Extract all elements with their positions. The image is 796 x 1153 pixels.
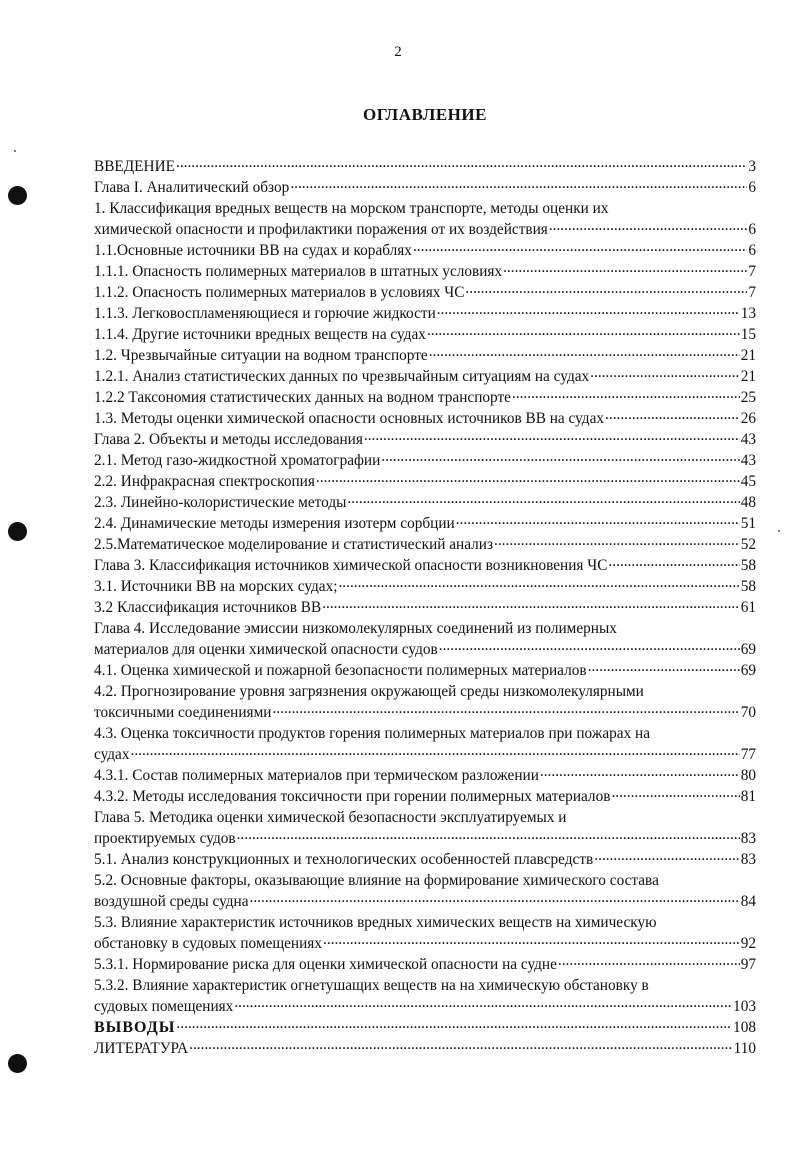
scan-speck — [14, 150, 16, 152]
toc-entry-title: 1.3. Методы оценки химической опасности основных источников ВВ на судах — [94, 410, 605, 427]
toc-page-number: 58 — [740, 557, 756, 574]
toc-dot-leader — [131, 744, 740, 765]
table-of-contents — [94, 156, 756, 1059]
toc-entry[interactable] — [94, 1038, 756, 1059]
toc-entry[interactable] — [94, 618, 756, 660]
toc-entry[interactable] — [94, 681, 756, 723]
toc-page-number: 26 — [740, 410, 756, 427]
toc-entry[interactable] — [94, 534, 756, 555]
toc-entry-title: ЛИТЕРАТУРА — [94, 1040, 189, 1057]
toc-entry[interactable] — [94, 282, 756, 303]
toc-entry-title: 5.3.1. Нормирование риска для оценки химической опасности на судне — [94, 956, 557, 973]
scan-speck — [778, 530, 780, 532]
toc-entry-title: 2.4. Динамические методы измерения изотерм сорбции — [94, 515, 455, 532]
toc-entry-title: Глава 4. Исследование эмиссии низкомолекулярных соединений из полимерных — [94, 620, 617, 637]
toc-entry[interactable] — [94, 786, 756, 807]
toc-dot-leader — [588, 660, 740, 681]
binder-hole-bottom — [8, 1054, 27, 1073]
toc-page-number: 81 — [740, 788, 756, 805]
toc-entry-title: 1.2. Чрезвычайные ситуации на водном транспорте — [94, 347, 428, 364]
toc-page-number: 84 — [740, 893, 756, 910]
toc-dot-leader — [594, 849, 739, 870]
toc-page-number: 13 — [740, 305, 756, 322]
toc-entry[interactable] — [94, 177, 756, 198]
toc-entry[interactable] — [94, 429, 756, 450]
toc-entry-title: 1.1.Основные источники ВВ на судах и кораблях — [94, 242, 412, 259]
toc-page-number: 80 — [740, 767, 756, 784]
toc-page-number: 6 — [748, 221, 756, 238]
toc-entry[interactable] — [94, 366, 756, 387]
toc-dot-leader — [494, 534, 740, 555]
toc-entry-title: судах — [94, 746, 130, 763]
toc-page-number: 52 — [740, 536, 756, 553]
toc-page-number: 61 — [740, 599, 756, 616]
toc-entry-title: 4.2. Прогнозирование уровня загрязнения окружающей среды низкомолекулярными — [94, 683, 644, 700]
toc-page-number: 21 — [740, 347, 756, 364]
toc-entry[interactable] — [94, 975, 756, 1017]
toc-dot-leader — [427, 324, 740, 345]
toc-dot-leader — [413, 240, 747, 261]
toc-entry-title: 4.3.2. Методы исследования токсичности при горении полимерных материалов — [94, 788, 611, 805]
toc-page-number: 69 — [740, 662, 756, 679]
toc-dot-leader — [272, 702, 739, 723]
toc-entry-title: химической опасности и профилактики поражения от их воздействия — [94, 221, 548, 238]
toc-dot-leader — [605, 408, 740, 429]
toc-dot-leader — [503, 261, 747, 282]
toc-page-number: 7 — [748, 263, 756, 280]
page-title: ОГЛАВЛЕНИЕ — [363, 105, 487, 124]
toc-dot-leader — [234, 996, 732, 1017]
toc-entry-title: 1.1.4. Другие источники вредных веществ на судах — [94, 326, 426, 343]
toc-page-number: 6 — [748, 242, 756, 259]
toc-page-number: 21 — [740, 368, 756, 385]
toc-entry[interactable] — [94, 345, 756, 366]
toc-dot-leader — [558, 954, 740, 975]
toc-dot-leader — [237, 828, 740, 849]
toc-page-number: 48 — [740, 494, 756, 511]
toc-entry-title: 1. Классификация вредных веществ на морском транспорте, методы оценки их — [94, 200, 609, 217]
toc-page-number: 45 — [740, 473, 756, 490]
toc-entry-title: 3.1. Источники ВВ на морских судах; — [94, 578, 338, 595]
toc-dot-leader — [439, 639, 740, 660]
toc-dot-leader — [456, 513, 740, 534]
toc-dot-leader — [429, 345, 740, 366]
toc-entry[interactable] — [94, 240, 756, 261]
toc-entry-title: 5.3. Влияние характеристик источников вредных химических веществ на химическую — [94, 914, 657, 931]
toc-page-number: 25 — [740, 389, 756, 406]
toc-entry-title: материалов для оценки химической опасности судов — [94, 641, 438, 658]
toc-entry-title: 4.3.1. Состав полимерных материалов при термическом разложении — [94, 767, 539, 784]
toc-dot-leader — [338, 576, 739, 597]
toc-entry[interactable] — [94, 849, 756, 870]
toc-page-number: 15 — [740, 326, 756, 343]
toc-page-number: 97 — [740, 956, 756, 973]
toc-entry-title: 2.3. Линейно-колористические методы — [94, 494, 347, 511]
toc-dot-leader — [540, 765, 740, 786]
toc-entry[interactable] — [94, 807, 756, 849]
toc-dot-leader — [512, 387, 740, 408]
toc-entry-title: 5.2. Основные факторы, оказывающие влияние на формирование химического состава — [94, 872, 659, 889]
toc-page-number: 43 — [740, 431, 756, 448]
toc-page-number: 108 — [733, 1019, 756, 1036]
toc-dot-leader — [364, 429, 740, 450]
toc-entry[interactable] — [94, 387, 756, 408]
toc-entry[interactable] — [94, 576, 756, 597]
toc-entry-title: Глава 3. Классификация источников химической опасности возникновения ЧС — [94, 557, 608, 574]
toc-entry[interactable] — [94, 1017, 756, 1038]
toc-entry-title: 1.2.1. Анализ статистических данных по чрезвычайным ситуациям на судах — [94, 368, 590, 385]
toc-dot-leader — [290, 177, 747, 198]
toc-page-number: 103 — [733, 998, 756, 1015]
toc-entry[interactable] — [94, 597, 756, 618]
toc-page-number: 6 — [748, 179, 756, 196]
toc-dot-leader — [316, 471, 740, 492]
toc-entry-title: Глава I. Аналитический обзор — [94, 179, 290, 196]
toc-entry[interactable] — [94, 156, 756, 177]
toc-entry-title: 1.2.2 Таксономия статистических данных на водном транспорте — [94, 389, 511, 406]
toc-entry[interactable] — [94, 471, 756, 492]
toc-entry-title: 1.1.3. Легковоспламеняющиеся и горючие жидкости — [94, 305, 436, 322]
toc-entry-title: судовых помещениях — [94, 998, 234, 1015]
toc-entry-title: Глава 5. Методика оценки химической безопасности эксплуатируемых и — [94, 809, 567, 826]
toc-entry[interactable] — [94, 408, 756, 429]
toc-entry-title: проектируемых судов — [94, 830, 236, 847]
toc-page-number: 83 — [740, 851, 756, 868]
toc-page-number: 7 — [748, 284, 756, 301]
toc-page-number: 92 — [740, 935, 756, 952]
binder-hole-top — [8, 186, 27, 205]
toc-entry-title: 5.3.2. Влияние характеристик огнетушащих веществ на на химическую обстановку в — [94, 977, 649, 994]
binder-hole-middle — [8, 522, 27, 541]
toc-page-number: 43 — [740, 452, 756, 469]
toc-entry-title: 2.1. Метод газо-жидкостной хроматографии — [94, 452, 381, 469]
toc-entry-title: 2.5.Математическое моделирование и статистический анализ — [94, 536, 494, 553]
toc-dot-leader — [189, 1038, 732, 1059]
toc-entry-title: 5.1. Анализ конструкционных и технологических особенностей плавсредств — [94, 851, 594, 868]
toc-dot-leader — [437, 303, 740, 324]
toc-entry-title: 3.2 Классификация источников ВВ — [94, 599, 322, 616]
toc-entry[interactable] — [94, 555, 756, 576]
toc-dot-leader — [250, 891, 740, 912]
toc-dot-leader — [465, 282, 747, 303]
toc-entry-title: 1.1.1. Опасность полимерных материалов в штатных условиях — [94, 263, 503, 280]
toc-entry[interactable] — [94, 513, 756, 534]
toc-entry[interactable] — [94, 450, 756, 471]
toc-entry[interactable] — [94, 765, 756, 786]
toc-dot-leader — [381, 450, 739, 471]
toc-entry[interactable] — [94, 303, 756, 324]
toc-dot-leader — [608, 555, 739, 576]
toc-entry-title: воздушной среды судна — [94, 893, 249, 910]
toc-page-number: 3 — [748, 158, 756, 175]
toc-dot-leader — [590, 366, 740, 387]
toc-entry[interactable] — [94, 954, 756, 975]
toc-entry-title: 1.1.2. Опасность полимерных материалов в условиях ЧС — [94, 284, 465, 301]
toc-entry[interactable] — [94, 660, 756, 681]
toc-entry-title: ВЫВОДЫ — [94, 1019, 176, 1036]
toc-entry-title: ВВЕДЕНИЕ — [94, 158, 175, 175]
toc-entry[interactable] — [94, 723, 756, 765]
toc-page-number: 69 — [740, 641, 756, 658]
toc-dot-leader — [322, 597, 740, 618]
toc-page-number: 83 — [740, 830, 756, 847]
toc-page-number: 51 — [740, 515, 756, 532]
toc-entry-title: 2.2. Инфракрасная спектроскопия — [94, 473, 315, 490]
page-number: 2 — [394, 44, 402, 60]
toc-page-number: 77 — [740, 746, 756, 763]
toc-entry[interactable] — [94, 870, 756, 912]
toc-dot-leader — [549, 219, 748, 240]
toc-entry-title: Глава 2. Объекты и методы исследования — [94, 431, 363, 448]
toc-entry[interactable] — [94, 492, 756, 513]
toc-entry[interactable] — [94, 912, 756, 954]
toc-dot-leader — [611, 786, 739, 807]
toc-entry[interactable] — [94, 324, 756, 345]
toc-entry-title: 4.1. Оценка химической и пожарной безопасности полимерных материалов — [94, 662, 587, 679]
toc-page-number: 58 — [740, 578, 756, 595]
toc-dot-leader — [323, 933, 740, 954]
toc-entry-title: токсичными соединениями — [94, 704, 272, 721]
toc-page-number: 70 — [740, 704, 756, 721]
toc-entry-title: 4.3. Оценка токсичности продуктов горения полимерных материалов при пожарах на — [94, 725, 651, 742]
toc-dot-leader — [176, 156, 747, 177]
toc-entry[interactable] — [94, 261, 756, 282]
toc-entry-title: обстановку в судовых помещениях — [94, 935, 322, 952]
toc-dot-leader — [347, 492, 739, 513]
toc-dot-leader — [176, 1017, 732, 1038]
toc-page-number: 110 — [733, 1040, 756, 1057]
toc-entry[interactable] — [94, 198, 756, 240]
